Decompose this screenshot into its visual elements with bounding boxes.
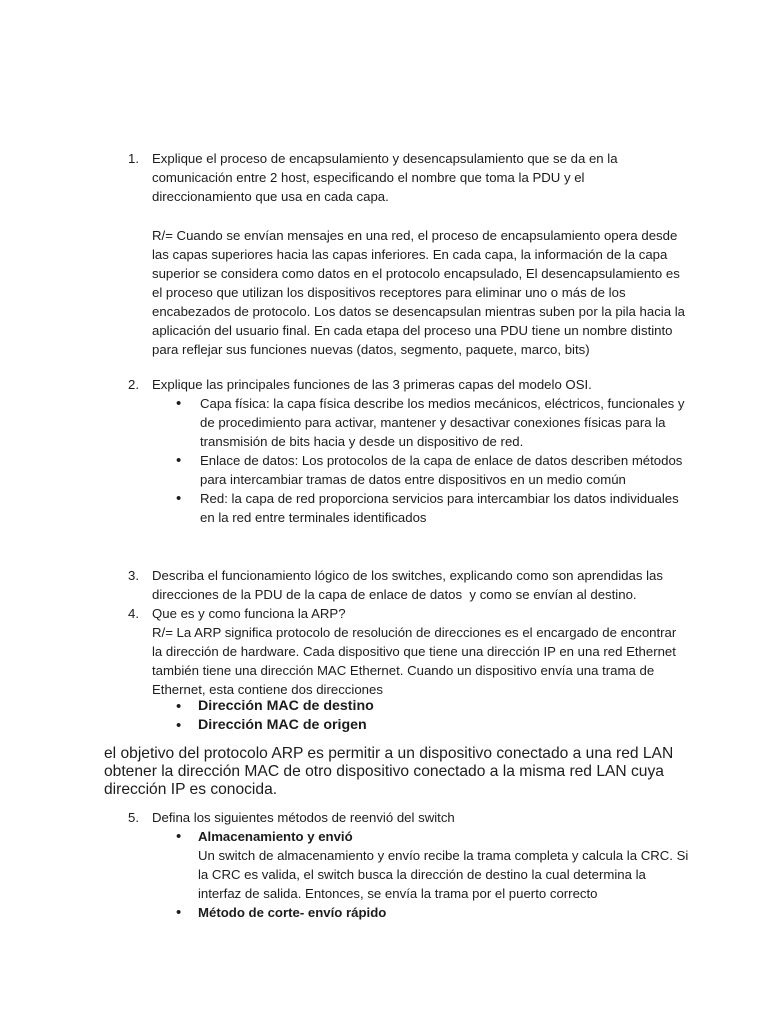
question-text: Explique las principales funciones de las 3 primeras capas del modelo OSI. (152, 377, 592, 392)
question-text: Defina los siguientes métodos de reenvió del switch (152, 810, 455, 825)
question-text: direccionamiento que usa en cada capa. (152, 189, 389, 204)
answer-text: también tiene una dirección MAC Ethernet. Cuando un dispositivo envía una trama de (152, 663, 655, 678)
bullet-title: Almacenamiento y envió (198, 829, 353, 844)
paragraph-text: obtener la dirección MAC de otro dispositivo conectado a la misma red LAN cuya (104, 763, 664, 780)
bullet-icon: • (176, 490, 182, 507)
bullet-text: Capa física: la capa física describe los medios mecánicos, eléctricos, funcionales y (200, 396, 685, 411)
paragraph-text: dirección IP es conocida. (104, 781, 278, 798)
answer-text: R/= Cuando se envían mensajes en una red, el proceso de encapsulamiento opera desde (152, 228, 678, 243)
bullet-title: Método de corte- envío rápido (198, 905, 387, 920)
answer-text: el proceso que utilizan los dispositivos receptores para eliminar uno o más de los (152, 285, 626, 300)
bullet-text: en la red entre terminales identificados (200, 510, 427, 525)
question-number: 3. (128, 568, 139, 583)
bullet-icon: • (176, 828, 182, 845)
answer-text: las capas superiores hacia las capas inferiores. En cada capa, la información de la capa (152, 247, 668, 262)
question-number: 5. (128, 810, 139, 825)
question-text: comunicación entre 2 host, especificando el nombre que toma la PDU y el (152, 170, 585, 185)
bullet-text: Red: la capa de red proporciona servicios para intercambiar los datos individuales (200, 491, 679, 506)
bullet-icon: • (176, 395, 182, 412)
bullet-text: Dirección MAC de origen (198, 717, 367, 733)
answer-text: aplicación del usuario final. En cada etapa del proceso una PDU tiene un nombre distinto (152, 323, 673, 338)
question-number: 4. (128, 606, 139, 621)
bullet-text: transmisión de bits hacia y desde un dispositivo de red. (200, 434, 524, 449)
paragraph-text: el objetivo del protocolo ARP es permitir a un dispositivo conectado a una red LAN (104, 745, 674, 762)
answer-text: la dirección de hardware. Cada dispositivo que tiene una dirección IP en una red Ethernet (152, 644, 676, 659)
bullet-text: interfaz de salida. Entonces, se envía la trama por el puerto correcto (198, 886, 598, 901)
bullet-icon: • (176, 452, 182, 469)
answer-text: R/= La ARP significa protocolo de resolución de direcciones es el encargado de encontrar (152, 625, 677, 640)
bullet-text: Un switch de almacenamiento y envío recibe la trama completa y calcula la CRC. Si (198, 848, 689, 863)
bullet-icon: • (176, 717, 182, 734)
bullet-text: la CRC es valida, el switch busca la dirección de destino la cual determina la (198, 867, 646, 882)
answer-text: superior se considera como datos en el protocolo encapsulado, El desencapsulamiento es (152, 266, 680, 281)
bullet-text: de procedimiento para activar, mantener y desactivar conexiones físicas para la (200, 415, 666, 430)
bullet-text: Enlace de datos: Los protocolos de la capa de enlace de datos describen métodos (200, 453, 683, 468)
question-text: Describa el funcionamiento lógico de los switches, explicando como son aprendidas las (152, 568, 663, 583)
bullet-icon: • (176, 698, 182, 715)
question-text: Explique el proceso de encapsulamiento y desencapsulamiento que se da en la (152, 151, 618, 166)
bullet-text: para intercambiar tramas de datos entre dispositivos en un medio común (200, 472, 626, 487)
question-text: Que es y como funciona la ARP? (152, 606, 346, 621)
question-number: 2. (128, 377, 139, 392)
question-text: direcciones de la PDU de la capa de enlace de datos y como se envían al destino. (152, 587, 637, 602)
answer-text: Ethernet, esta contiene dos direcciones (152, 682, 383, 697)
answer-text: encabezados de protocolo. Los datos se desencapsulan mientras suben por la pila hacia la (152, 304, 685, 319)
question-number: 1. (128, 151, 139, 166)
bullet-text: Dirección MAC de destino (198, 698, 374, 714)
answer-text: para reflejar sus funciones nuevas (datos, segmento, paquete, marco, bits) (152, 342, 590, 357)
bullet-icon: • (176, 904, 182, 921)
